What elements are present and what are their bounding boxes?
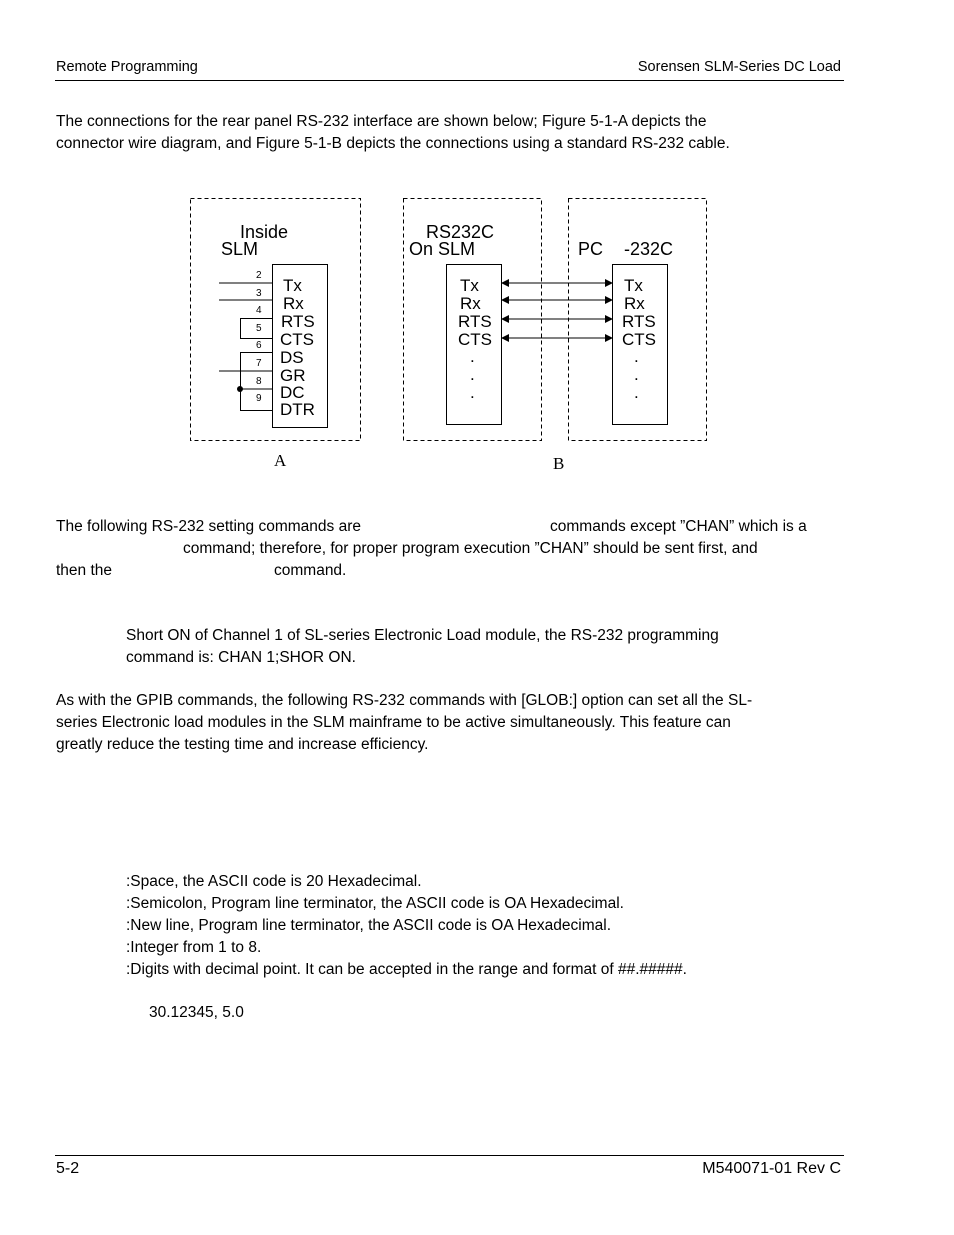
panel-b-slm-title-1: RS232C	[426, 222, 495, 242]
example-line-1: Short ON of Channel 1 of SL-series Electronic Load module, the RS-232 programming	[126, 627, 719, 644]
glob-paragraph	[56, 690, 752, 756]
signal-label: CTS	[458, 330, 492, 349]
example-block	[126, 625, 719, 669]
pin-number: 2	[256, 270, 262, 281]
example-values: 30.12345, 5.0	[149, 1004, 244, 1021]
panel-b-slm-title-2: On SLM	[409, 239, 476, 259]
signal-label: DTR	[280, 400, 315, 419]
signal-label: Rx	[283, 294, 304, 313]
caption-a: A	[274, 451, 287, 470]
footer-page-number: 5-2	[56, 1160, 80, 1177]
settings-line-2: command; therefore, for proper program execution ”CHAN” should be sent first, and	[183, 540, 758, 557]
signal-dot: .	[634, 347, 639, 366]
signal-label: RTS	[458, 312, 492, 331]
definition-item: :Space, the ASCII code is 20 Hexadecimal.	[126, 873, 422, 890]
signal-label: CTS	[280, 330, 314, 349]
signal-label: Tx	[460, 276, 479, 295]
panel-b-pc-title: PC	[578, 239, 604, 259]
glob-line-2: series Electronic load modules in the SLM mainframe to be active simultaneously. This feature can	[56, 714, 731, 731]
pin-number: 9	[256, 393, 262, 404]
signal-dot: .	[634, 383, 639, 402]
signal-label: Rx	[624, 294, 645, 313]
intro-line-1: The connections for the rear panel RS-232 interface are shown below; Figure 5-1-A depicts the	[56, 113, 707, 130]
signal-dot: .	[470, 347, 475, 366]
caption-b: B	[553, 454, 565, 473]
glob-line-1: As with the GPIB commands, the following RS-232 commands with [GLOB:] option can set all the SL-	[56, 692, 753, 709]
signal-label: CTS	[622, 330, 656, 349]
definition-item: :Semicolon, Program line terminator, the ASCII code is OA Hexadecimal.	[126, 895, 624, 912]
pin-number: 7	[256, 358, 262, 369]
example-line-2: command is: CHAN 1;SHOR ON.	[126, 649, 356, 666]
footer-document-id: M540071-01 Rev C	[702, 1160, 841, 1177]
signal-label: Rx	[460, 294, 481, 313]
pin-number: 6	[256, 340, 262, 351]
settings-line-1a: The following RS-232 setting commands are	[56, 518, 361, 535]
signal-dot: .	[470, 365, 475, 384]
header-right: Sorensen SLM-Series DC Load	[637, 59, 841, 75]
definition-item: :Digits with decimal point. It can be accepted in the range and format of ##.#####.	[126, 961, 687, 978]
definitions-list	[126, 871, 687, 981]
signal-label: DC	[280, 383, 305, 402]
definition-item: :Integer from 1 to 8.	[126, 939, 262, 956]
pin-number: 4	[256, 305, 262, 316]
signal-label: RTS	[622, 312, 656, 331]
header-left: Remote Programming	[56, 59, 198, 75]
signal-label: Tx	[283, 276, 302, 295]
panel-b-pc-port: -232C	[624, 239, 674, 259]
definition-item: :New line, Program line terminator, the ASCII code is OA Hexadecimal.	[126, 917, 612, 934]
panel-a-title-1: Inside	[240, 222, 289, 242]
pin-number: 5	[256, 323, 262, 334]
signal-dot: .	[634, 365, 639, 384]
panel-a-title-2: SLM	[221, 239, 259, 259]
settings-line-1b: commands except ”CHAN” which is a	[550, 518, 807, 535]
glob-line-3: greatly reduce the testing time and increase efficiency.	[56, 736, 429, 753]
settings-line-3a: then the	[56, 562, 113, 579]
signal-label: DS	[280, 348, 304, 367]
signal-label: RTS	[281, 312, 315, 331]
pin-number: 8	[256, 376, 262, 387]
footer-rule	[55, 1155, 844, 1156]
junction-dot	[237, 386, 243, 392]
settings-line-3b: command.	[274, 562, 347, 579]
signal-dot: .	[470, 383, 475, 402]
signal-label: GR	[280, 366, 306, 385]
signal-label: Tx	[624, 276, 643, 295]
intro-line-2: connector wire diagram, and Figure 5-1-B depicts the connections using a standard RS-232 cable.	[56, 135, 730, 152]
rs232-figure	[0, 0, 954, 500]
pin-number: 3	[256, 288, 262, 299]
